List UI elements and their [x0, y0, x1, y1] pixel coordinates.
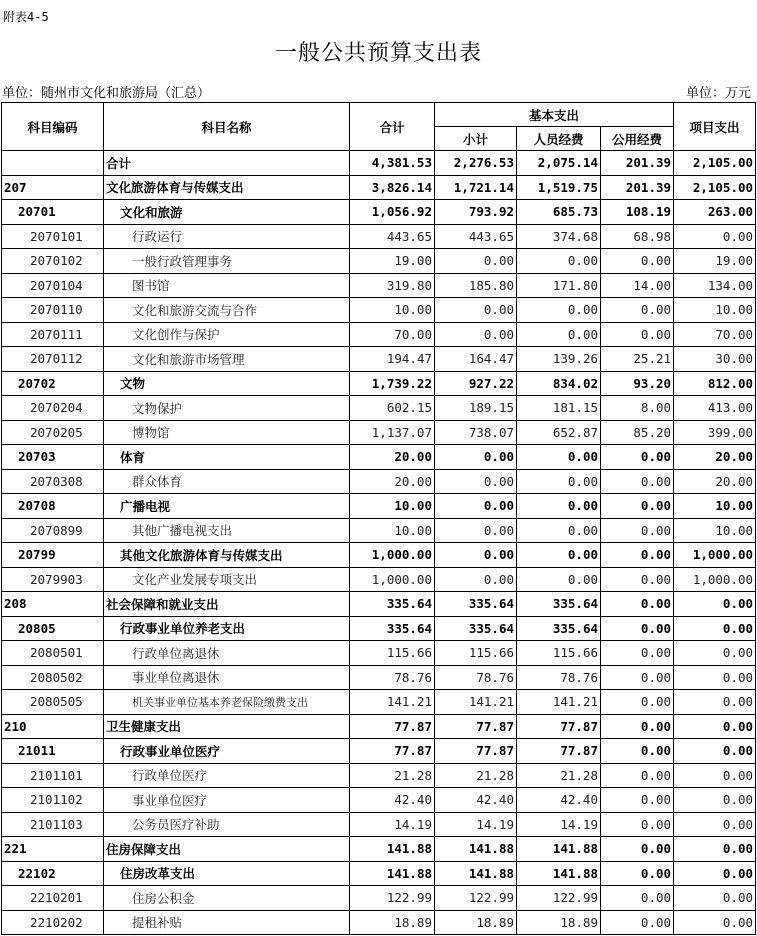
- row-project: 812.00: [674, 371, 756, 396]
- row-code: 20708: [2, 494, 104, 519]
- row-total: 3,826.14: [350, 175, 435, 200]
- row-personnel: 171.80: [517, 273, 601, 298]
- row-project: 0.00: [674, 837, 756, 862]
- row-code: 208: [2, 592, 104, 617]
- header-public: 公用经费: [601, 127, 674, 151]
- row-project: 19.00: [674, 249, 756, 274]
- row-project: 0.00: [674, 690, 756, 715]
- row-name: 社会保障和就业支出: [104, 592, 350, 617]
- table-row: [2, 518, 756, 543]
- table-row: [2, 322, 756, 347]
- row-total: 335.64: [350, 592, 435, 617]
- row-total: 20.00: [350, 445, 435, 470]
- row-total: 77.87: [350, 739, 435, 764]
- row-project: 413.00: [674, 396, 756, 421]
- row-name: 群众体育: [104, 469, 350, 494]
- row-total: 78.76: [350, 665, 435, 690]
- row-personnel: 14.19: [517, 812, 601, 837]
- row-code: 2070308: [2, 469, 104, 494]
- row-name: 行政运行: [104, 224, 350, 249]
- row-name: 行政事业单位医疗: [104, 739, 350, 764]
- row-personnel: 122.99: [517, 886, 601, 911]
- row-personnel: 0.00: [517, 494, 601, 519]
- row-code: 2101102: [2, 788, 104, 813]
- row-subtotal: 2,276.53: [435, 151, 517, 176]
- row-name: 提租补贴: [104, 910, 350, 935]
- attachment-label: 附表4-5: [3, 10, 49, 24]
- row-name: 行政单位离退休: [104, 641, 350, 666]
- row-subtotal: 21.28: [435, 763, 517, 788]
- table-row: [2, 592, 756, 617]
- row-subtotal: 0.00: [435, 567, 517, 592]
- row-public: 0.00: [601, 469, 674, 494]
- row-total: 115.66: [350, 641, 435, 666]
- table-row: [2, 837, 756, 862]
- table-row: [2, 371, 756, 396]
- row-total: 19.00: [350, 249, 435, 274]
- row-code: 210: [2, 714, 104, 739]
- table-row: [2, 494, 756, 519]
- row-project: 20.00: [674, 469, 756, 494]
- row-subtotal: 141.88: [435, 837, 517, 862]
- row-personnel: 1,519.75: [517, 175, 601, 200]
- row-name: 文物: [104, 371, 350, 396]
- row-subtotal: 335.64: [435, 592, 517, 617]
- row-subtotal: 927.22: [435, 371, 517, 396]
- row-project: 0.00: [674, 812, 756, 837]
- row-code: 2070899: [2, 518, 104, 543]
- row-project: 2,105.00: [674, 175, 756, 200]
- row-subtotal: 443.65: [435, 224, 517, 249]
- row-name: 事业单位医疗: [104, 788, 350, 813]
- row-public: 0.00: [601, 249, 674, 274]
- table-row: [2, 714, 756, 739]
- row-public: 201.39: [601, 175, 674, 200]
- row-public: 0.00: [601, 788, 674, 813]
- row-total: 1,000.00: [350, 567, 435, 592]
- row-project: 0.00: [674, 861, 756, 886]
- row-name: 合计: [104, 151, 350, 176]
- table-row: [2, 616, 756, 641]
- row-personnel: 652.87: [517, 420, 601, 445]
- table-row: [2, 469, 756, 494]
- row-project: 2,105.00: [674, 151, 756, 176]
- row-public: 0.00: [601, 518, 674, 543]
- row-code: 2210201: [2, 886, 104, 911]
- row-subtotal: 164.47: [435, 347, 517, 372]
- row-subtotal: 141.88: [435, 861, 517, 886]
- row-personnel: 21.28: [517, 763, 601, 788]
- header-subtotal: 小计: [435, 127, 517, 151]
- row-code: 2080501: [2, 641, 104, 666]
- row-name: 住房保障支出: [104, 837, 350, 862]
- row-code: 221: [2, 837, 104, 862]
- row-public: 0.00: [601, 298, 674, 323]
- row-project: 134.00: [674, 273, 756, 298]
- row-name: 文物保护: [104, 396, 350, 421]
- row-name: 住房公积金: [104, 886, 350, 911]
- row-code: 2079903: [2, 567, 104, 592]
- row-name: 文化创作与保护: [104, 322, 350, 347]
- row-code: 22102: [2, 861, 104, 886]
- table-row: [2, 224, 756, 249]
- row-subtotal: 0.00: [435, 494, 517, 519]
- header-basic: 基本支出: [435, 103, 674, 127]
- row-code: [2, 151, 104, 176]
- row-name: 图书馆: [104, 273, 350, 298]
- row-code: 21011: [2, 739, 104, 764]
- row-public: 14.00: [601, 273, 674, 298]
- row-subtotal: 0.00: [435, 445, 517, 470]
- row-subtotal: 42.40: [435, 788, 517, 813]
- row-public: 0.00: [601, 714, 674, 739]
- row-name: 其他文化旅游体育与传媒支出: [104, 543, 350, 568]
- table-row: [2, 886, 756, 911]
- row-name: 文化旅游体育与传媒支出: [104, 175, 350, 200]
- row-total: 443.65: [350, 224, 435, 249]
- row-subtotal: 77.87: [435, 714, 517, 739]
- row-name: 体育: [104, 445, 350, 470]
- row-name: 其他广播电视支出: [104, 518, 350, 543]
- row-code: 20805: [2, 616, 104, 641]
- row-total: 335.64: [350, 616, 435, 641]
- row-code: 2070205: [2, 420, 104, 445]
- row-personnel: 0.00: [517, 543, 601, 568]
- row-subtotal: 78.76: [435, 665, 517, 690]
- row-personnel: 115.66: [517, 641, 601, 666]
- row-total: 77.87: [350, 714, 435, 739]
- row-public: 0.00: [601, 739, 674, 764]
- row-total: 194.47: [350, 347, 435, 372]
- row-subtotal: 189.15: [435, 396, 517, 421]
- table-row: [2, 420, 756, 445]
- row-subtotal: 141.21: [435, 690, 517, 715]
- row-personnel: 42.40: [517, 788, 601, 813]
- unit-agency: 单位：随州市文化和旅游局（汇总）: [2, 86, 211, 101]
- row-project: 10.00: [674, 518, 756, 543]
- row-code: 2070111: [2, 322, 104, 347]
- row-code: 207: [2, 175, 104, 200]
- row-name: 文化和旅游市场管理: [104, 347, 350, 372]
- row-project: 0.00: [674, 763, 756, 788]
- row-project: 0.00: [674, 886, 756, 911]
- page-title: 一般公共预算支出表: [274, 41, 482, 66]
- row-code: 2080502: [2, 665, 104, 690]
- row-code: 2070101: [2, 224, 104, 249]
- table-row: [2, 690, 756, 715]
- row-public: 85.20: [601, 420, 674, 445]
- table-row: [2, 396, 756, 421]
- table-row: [2, 567, 756, 592]
- table-row: [2, 641, 756, 666]
- row-personnel: 77.87: [517, 739, 601, 764]
- row-project: 0.00: [674, 714, 756, 739]
- row-personnel: 0.00: [517, 567, 601, 592]
- row-project: 0.00: [674, 616, 756, 641]
- row-public: 0.00: [601, 690, 674, 715]
- row-name: 文化和旅游交流与合作: [104, 298, 350, 323]
- row-total: 1,739.22: [350, 371, 435, 396]
- row-total: 319.80: [350, 273, 435, 298]
- row-project: 0.00: [674, 665, 756, 690]
- row-public: 0.00: [601, 567, 674, 592]
- row-total: 602.15: [350, 396, 435, 421]
- row-personnel: 0.00: [517, 322, 601, 347]
- row-project: 0.00: [674, 739, 756, 764]
- row-public: 0.00: [601, 322, 674, 347]
- row-personnel: 374.68: [517, 224, 601, 249]
- table-row: [2, 273, 756, 298]
- row-name: 文化产业发展专项支出: [104, 567, 350, 592]
- row-subtotal: 0.00: [435, 543, 517, 568]
- row-total: 10.00: [350, 298, 435, 323]
- unit-currency: 单位：万元: [685, 86, 751, 101]
- row-code: 2210202: [2, 910, 104, 935]
- row-project: 10.00: [674, 298, 756, 323]
- row-code: 2070112: [2, 347, 104, 372]
- table-row: [2, 788, 756, 813]
- row-total: 18.89: [350, 910, 435, 935]
- row-personnel: 2,075.14: [517, 151, 601, 176]
- row-total: 141.21: [350, 690, 435, 715]
- row-subtotal: 185.80: [435, 273, 517, 298]
- row-project: 30.00: [674, 347, 756, 372]
- row-public: 0.00: [601, 910, 674, 935]
- row-subtotal: 1,721.14: [435, 175, 517, 200]
- table-row: [2, 347, 756, 372]
- row-personnel: 77.87: [517, 714, 601, 739]
- row-personnel: 141.21: [517, 690, 601, 715]
- row-name: 行政事业单位养老支出: [104, 616, 350, 641]
- row-total: 1,137.07: [350, 420, 435, 445]
- table-row: [2, 445, 756, 470]
- row-personnel: 0.00: [517, 298, 601, 323]
- row-code: 20701: [2, 200, 104, 225]
- row-public: 68.98: [601, 224, 674, 249]
- header-name: 科目名称: [104, 103, 350, 151]
- row-personnel: 181.15: [517, 396, 601, 421]
- row-subtotal: 335.64: [435, 616, 517, 641]
- row-project: 1,000.00: [674, 543, 756, 568]
- row-subtotal: 0.00: [435, 298, 517, 323]
- row-subtotal: 115.66: [435, 641, 517, 666]
- row-public: 0.00: [601, 494, 674, 519]
- row-public: 201.39: [601, 151, 674, 176]
- row-code: 2101103: [2, 812, 104, 837]
- row-personnel: 0.00: [517, 469, 601, 494]
- row-total: 20.00: [350, 469, 435, 494]
- row-personnel: 139.26: [517, 347, 601, 372]
- header-project: 项目支出: [674, 103, 756, 151]
- row-name: 广播电视: [104, 494, 350, 519]
- row-subtotal: 738.07: [435, 420, 517, 445]
- row-project: 1,000.00: [674, 567, 756, 592]
- row-personnel: 141.88: [517, 837, 601, 862]
- budget-table: [1, 102, 756, 935]
- row-total: 141.88: [350, 861, 435, 886]
- row-total: 14.19: [350, 812, 435, 837]
- header-total: 合计: [350, 103, 435, 151]
- row-total: 122.99: [350, 886, 435, 911]
- row-subtotal: 0.00: [435, 322, 517, 347]
- row-public: 93.20: [601, 371, 674, 396]
- row-project: 263.00: [674, 200, 756, 225]
- row-subtotal: 793.92: [435, 200, 517, 225]
- row-public: 0.00: [601, 763, 674, 788]
- table-row: [2, 861, 756, 886]
- row-total: 21.28: [350, 763, 435, 788]
- row-code: 2080505: [2, 690, 104, 715]
- row-personnel: 0.00: [517, 518, 601, 543]
- row-public: 0.00: [601, 812, 674, 837]
- row-project: 0.00: [674, 641, 756, 666]
- row-code: 2070102: [2, 249, 104, 274]
- row-personnel: 141.88: [517, 861, 601, 886]
- row-code: 20799: [2, 543, 104, 568]
- row-personnel: 0.00: [517, 249, 601, 274]
- row-personnel: 335.64: [517, 592, 601, 617]
- row-subtotal: 18.89: [435, 910, 517, 935]
- row-project: 399.00: [674, 420, 756, 445]
- row-project: 0.00: [674, 224, 756, 249]
- row-personnel: 685.73: [517, 200, 601, 225]
- table-row: [2, 249, 756, 274]
- table-row: [2, 175, 756, 200]
- row-subtotal: 122.99: [435, 886, 517, 911]
- table-body: [2, 151, 756, 935]
- row-total: 42.40: [350, 788, 435, 813]
- row-project: 20.00: [674, 445, 756, 470]
- row-subtotal: 14.19: [435, 812, 517, 837]
- row-name: 一般行政管理事务: [104, 249, 350, 274]
- row-personnel: 0.00: [517, 445, 601, 470]
- table-row: [2, 910, 756, 935]
- row-code: 2070204: [2, 396, 104, 421]
- row-public: 0.00: [601, 665, 674, 690]
- row-code: 2070104: [2, 273, 104, 298]
- row-personnel: 335.64: [517, 616, 601, 641]
- row-name: 卫生健康支出: [104, 714, 350, 739]
- row-subtotal: 0.00: [435, 518, 517, 543]
- row-code: 2070110: [2, 298, 104, 323]
- table-row: [2, 151, 756, 176]
- row-project: 10.00: [674, 494, 756, 519]
- row-project: 0.00: [674, 910, 756, 935]
- table-row: [2, 298, 756, 323]
- row-total: 4,381.53: [350, 151, 435, 176]
- row-personnel: 18.89: [517, 910, 601, 935]
- row-public: 0.00: [601, 616, 674, 641]
- row-name: 事业单位离退休: [104, 665, 350, 690]
- row-name: 公务员医疗补助: [104, 812, 350, 837]
- row-name: 文化和旅游: [104, 200, 350, 225]
- row-subtotal: 0.00: [435, 249, 517, 274]
- table-row: [2, 739, 756, 764]
- row-public: 0.00: [601, 837, 674, 862]
- row-subtotal: 77.87: [435, 739, 517, 764]
- table-row: [2, 543, 756, 568]
- row-public: 8.00: [601, 396, 674, 421]
- row-total: 10.00: [350, 518, 435, 543]
- row-name: 住房改革支出: [104, 861, 350, 886]
- header-code: 科目编码: [2, 103, 104, 151]
- row-total: 1,000.00: [350, 543, 435, 568]
- row-subtotal: 0.00: [435, 469, 517, 494]
- row-total: 141.88: [350, 837, 435, 862]
- row-total: 70.00: [350, 322, 435, 347]
- row-code: 20702: [2, 371, 104, 396]
- row-public: 0.00: [601, 445, 674, 470]
- row-personnel: 78.76: [517, 665, 601, 690]
- table-row: [2, 812, 756, 837]
- row-total: 1,056.92: [350, 200, 435, 225]
- row-project: 0.00: [674, 788, 756, 813]
- row-public: 0.00: [601, 543, 674, 568]
- row-public: 0.00: [601, 861, 674, 886]
- row-project: 0.00: [674, 592, 756, 617]
- row-project: 70.00: [674, 322, 756, 347]
- row-personnel: 834.02: [517, 371, 601, 396]
- row-public: 0.00: [601, 886, 674, 911]
- table-row: [2, 665, 756, 690]
- row-public: 108.19: [601, 200, 674, 225]
- row-code: 2101101: [2, 763, 104, 788]
- row-name: 行政单位医疗: [104, 763, 350, 788]
- header-personnel: 人员经费: [517, 127, 601, 151]
- table-row: [2, 763, 756, 788]
- row-name: 机关事业单位基本养老保险缴费支出: [104, 690, 350, 715]
- row-code: 20703: [2, 445, 104, 470]
- row-public: 0.00: [601, 592, 674, 617]
- row-name: 博物馆: [104, 420, 350, 445]
- row-total: 10.00: [350, 494, 435, 519]
- row-public: 25.21: [601, 347, 674, 372]
- row-public: 0.00: [601, 641, 674, 666]
- table-row: [2, 200, 756, 225]
